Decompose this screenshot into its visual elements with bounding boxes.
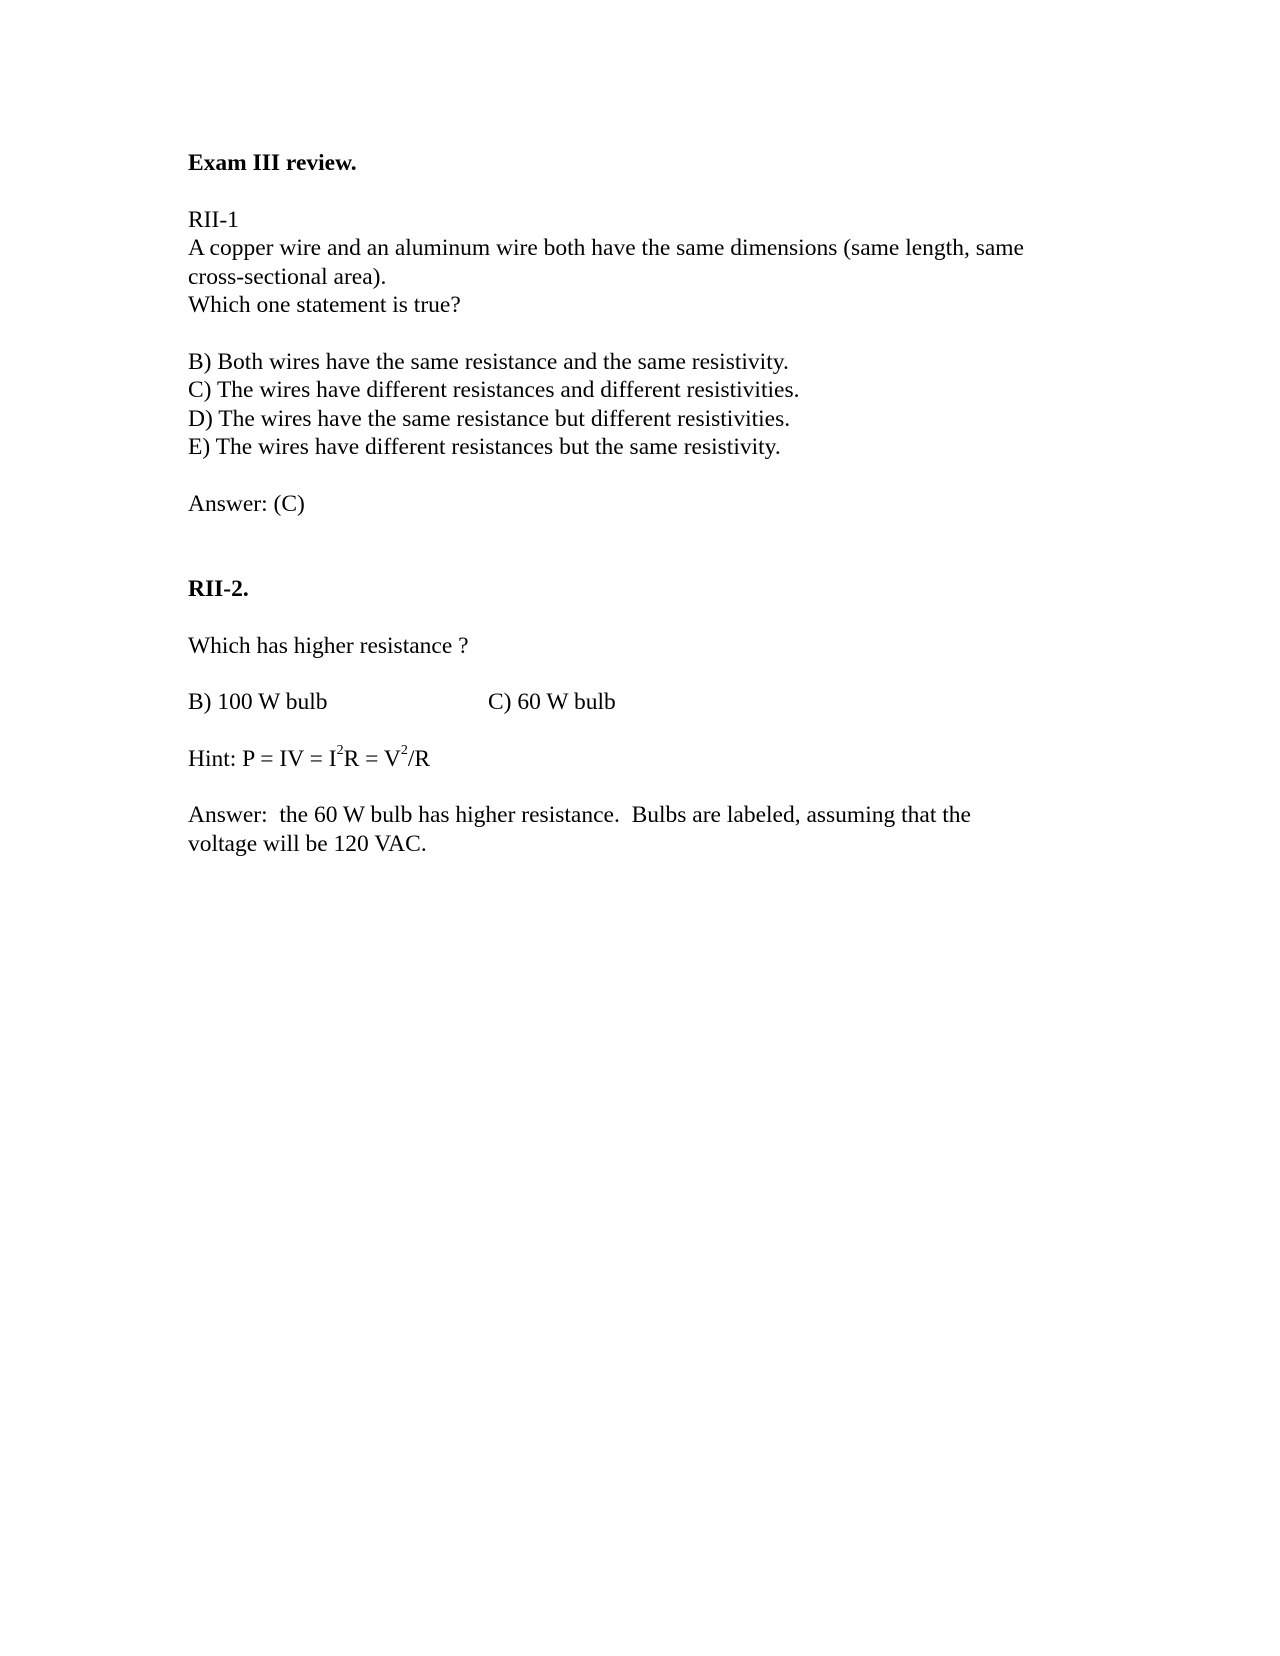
question-text: Which has higher resistance ? — [188, 632, 469, 659]
hint-prefix: Hint: P = IV = I — [188, 745, 337, 772]
problem-id: RII-1 — [188, 206, 239, 233]
spacer — [188, 660, 1088, 688]
spacer — [188, 773, 1088, 801]
problem-id: RII-2. — [188, 576, 249, 602]
spacer — [188, 178, 1088, 206]
hint-formula — [188, 742, 1088, 774]
option-b: B) 100 W bulb — [188, 689, 328, 715]
option-c: C) 60 W bulb — [488, 689, 616, 715]
question-text-line-2: cross-sectional area). — [188, 263, 387, 290]
option-d: D) The wires have the same resistance but different resistivities. — [188, 405, 791, 432]
spacer — [188, 518, 1088, 575]
option-e: E) The wires have different resistances but the same resistivity. — [188, 434, 781, 460]
option-c: C) The wires have different resistances and different resistivities. — [188, 377, 800, 403]
question-prompt: Which one statement is true? — [188, 292, 461, 318]
document-title: Exam III review. — [188, 150, 357, 176]
answer-text-line-2: voltage will be 120 VAC. — [188, 830, 427, 857]
spacer — [188, 717, 1088, 745]
document-page — [188, 149, 1088, 858]
superscript: 2 — [400, 742, 408, 758]
superscript: 2 — [336, 742, 344, 758]
hint-suffix: /R — [407, 745, 431, 772]
spacer — [188, 320, 1088, 348]
answer-text-line-1: Answer: the 60 W bulb has higher resistance. Bulbs are labeled, assuming that the — [188, 802, 971, 828]
hint-mid: R = V — [343, 745, 401, 772]
problem-rii-2 — [188, 575, 1088, 858]
options-row — [188, 688, 1088, 717]
answer-text: Answer: (C) — [188, 490, 305, 517]
question-text-line-1: A copper wire and an aluminum wire both have the same dimensions (same length, same — [188, 235, 1024, 261]
spacer — [188, 462, 1088, 490]
problem-rii-1 — [188, 206, 1088, 519]
option-b: B) Both wires have the same resistance and the same resistivity. — [188, 348, 789, 375]
spacer — [188, 604, 1088, 632]
